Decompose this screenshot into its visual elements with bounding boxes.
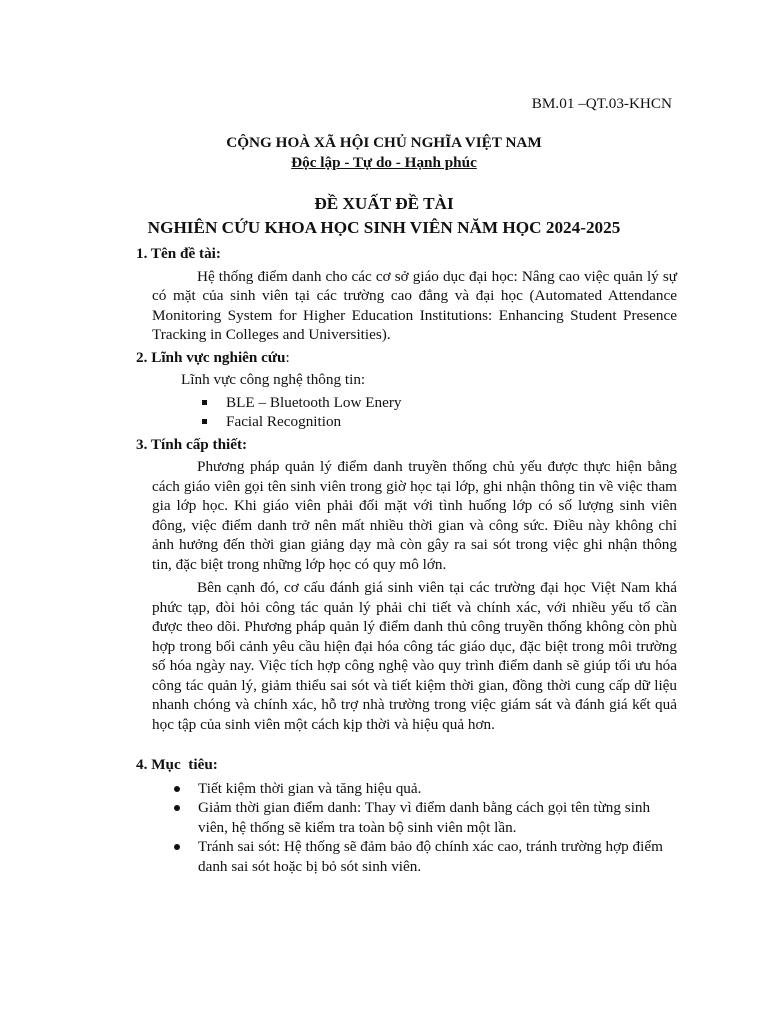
section-1-heading: 1. Tên đề tài: (136, 245, 221, 262)
list-item: Tránh sai sót: Hệ thống sẽ đảm bảo độ chính xác cao, tránh trường hợp điểm danh sai sót hoặc bị bỏ sót sinh viên. (198, 837, 677, 876)
section-2-heading-colon: : (285, 348, 290, 366)
national-motto: Độc lập - Tự do - Hạnh phúc (291, 153, 477, 171)
list-item: BLE – Bluetooth Low Enery (226, 393, 677, 413)
objectives-list (136, 779, 677, 877)
document-body (136, 244, 677, 876)
title-line-2: NGHIÊN CỨU KHOA HỌC SINH VIÊN NĂM HỌC 2024-2025 (147, 218, 621, 237)
section-3-heading: 3. Tính cấp thiết: (136, 435, 248, 453)
section-2-intro: Lĩnh vực công nghệ thông tin: (181, 371, 366, 388)
research-field-list (136, 393, 677, 432)
title-line-1: ĐỀ XUẤT ĐỀ TÀI (314, 194, 454, 213)
section-2-heading (136, 348, 677, 368)
section-3-paragraph-1: Phương pháp quản lý điểm danh truyền thống chủ yếu được thực hiện bằng cách giáo viên gọi tên sinh viên trong giờ học tại lớp, ghi nhận thông tin về việc tham gia lớp học. Khi giáo viên phải đối mặt với tình huống lớp có số lượng sinh viên đông, việc điểm danh trở nên mất nhiều thời gian và công sức. Điều này không chỉ ảnh hưởng đến thời gian giảng dạy mà còn gây ra sai sót trong việc ghi nhận thông tin, đặc biệt trong những lớp học có quy mô lớn. (152, 458, 677, 573)
national-header (0, 133, 768, 172)
nation-name: CỘNG HOÀ XÃ HỘI CHỦ NGHĨA VIỆT NAM (226, 134, 542, 151)
section-4-heading: 4. Mục tiêu: (136, 756, 218, 773)
section-2-heading-text: 2. Lĩnh vực nghiên cứu (136, 348, 286, 366)
document-title (0, 192, 768, 240)
form-code: BM.01 –QT.03-KHCN (531, 95, 672, 112)
list-item: Tiết kiệm thời gian và tăng hiệu quả. (198, 779, 677, 799)
list-item: Giảm thời gian điểm danh: Thay vì điểm danh bằng cách gọi tên từng sinh viên, hệ thống sẽ kiểm tra toàn bộ sinh viên một lần. (198, 798, 677, 837)
section-1-body: Hệ thống điểm danh cho các cơ sở giáo dục đại học: Nâng cao việc quản lý sự có mặt của sinh viên tại các trường cao đẳng và đại học (Automated Attendance Monitoring System for Higher Education Institutions: Enhancing Student Presence Tracking in Colleges and Universities). (152, 267, 677, 343)
list-item: Facial Recognition (226, 412, 677, 432)
section-3-paragraph-2: Bên cạnh đó, cơ cấu đánh giá sinh viên tại các trường đại học Việt Nam khá phức tạp, đòi hỏi công tác quản lý phải chi tiết và chính xác, với nhiều yếu tố cần được theo dõi. Phương pháp quản lý điểm danh thủ công truyền thống không còn phù hợp trong bối cảnh yêu cầu hiện đại hóa công tác giáo dục, đặc biệt trong môi trường số hóa ngày nay. Việc tích hợp công nghệ vào quy trình điểm danh sẽ giúp tối ưu hóa công tác quản lý, giảm thiểu sai sót và tiết kiệm thời gian, đồng thời cung cấp dữ liệu nhanh chóng và chính xác, hỗ trợ nhà trường trong việc giám sát và đánh giá kết quả học tập của sinh viên một cách kịp thời và hiệu quả hơn. (152, 579, 677, 733)
